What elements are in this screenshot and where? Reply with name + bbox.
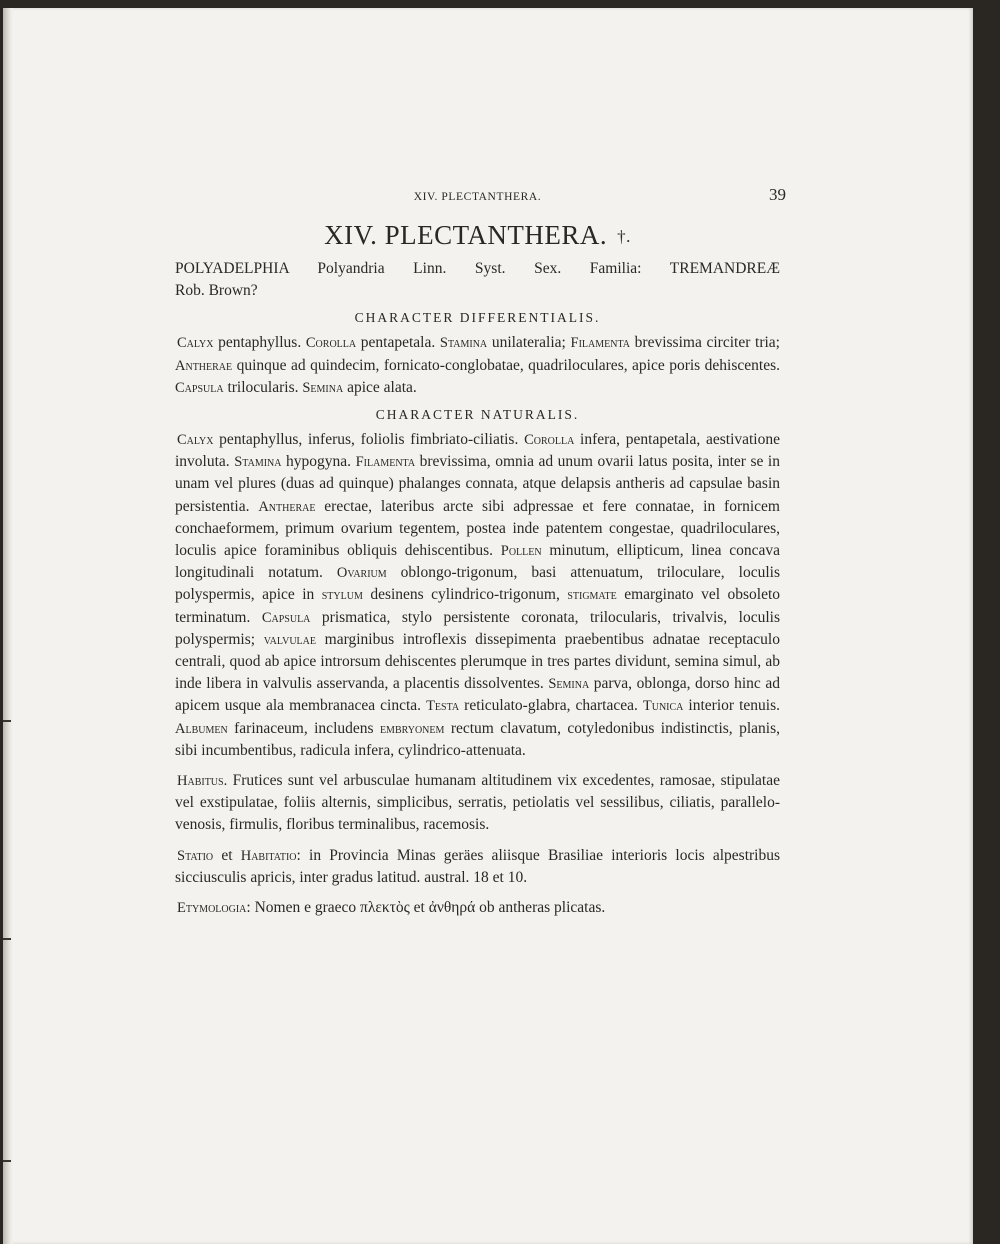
paragraph-habitus (175, 770, 780, 837)
book-page (3, 8, 973, 1244)
term-label: valvulae (263, 631, 316, 648)
paragraph-naturalis (175, 429, 780, 762)
term-label: Corolla (305, 335, 357, 352)
term-label: Calyx (177, 335, 214, 352)
term-label: Capsula (175, 379, 224, 396)
classification-line-2: Rob. Brown? (175, 282, 258, 300)
term-text: : Nomen e graeco πλεκτὸς et ἀνθηρά ob antheras plicatas. (246, 899, 606, 917)
edge-mark (3, 938, 11, 940)
edge-mark (3, 1160, 11, 1162)
term-label: Statio (177, 847, 214, 864)
term-text: minutum, ellipticum, linea concava longitudinali notatum. (175, 542, 780, 582)
running-head-title: XIV. PLECTANTHERA. (413, 191, 542, 203)
term-label: Antherae (258, 498, 316, 515)
heading-naturalis: CHARACTER NATURALIS. (375, 407, 580, 423)
term-label: Capsula (261, 609, 311, 626)
text-block (175, 185, 786, 919)
term-text: pentaphyllus. (213, 334, 306, 352)
term-label: Habitatio (240, 847, 297, 864)
term-label: embryonem (379, 720, 445, 737)
term-label: stigmate (567, 587, 617, 604)
term-label: Etymologia (177, 900, 247, 917)
paragraph-differentialis (175, 332, 780, 399)
term-text: marginibus introflexis dissepimenta praebentibus adnatae receptaculo centrali, quod ab apice introrsum dehiscentes plerumque in tres partes dividunt, semina simul, ab inde libera in valvulis asservanda, a placentis dissolventes. (175, 630, 780, 693)
term-text: brevissima, omnia ad unum ovarii latus posita, inter se in unam vel plures (duas ad quinque) phalanges connata, atque delapsis antheris ad capsulae basin persistentia. (175, 453, 780, 515)
term-text: oblongo-trigonum, basi attenuatum, triloculare, loculis polyspermis, apice in (175, 564, 780, 604)
term-text: reticulato-glabra, chartacea. (459, 697, 643, 715)
paragraph-etymologia (175, 897, 780, 919)
term-text: emarginato vel obsoleto terminatum. (175, 586, 781, 626)
term-text: pentaphyllus, inferus, foliolis fimbriato-ciliatis. (213, 431, 525, 449)
term-label: Filamenta (355, 454, 416, 471)
genus-title (175, 218, 780, 254)
genus-title-text: XIV. PLECTANTHERA. (324, 220, 608, 250)
term-label: Testa (426, 698, 460, 715)
term-text: desinens cylindrico-trigonum, (362, 586, 568, 604)
term-text: farinaceum, includens (227, 719, 380, 737)
term-label: Pollen (500, 543, 542, 560)
page-number: 39 (769, 185, 786, 204)
term-text: hypogyna. (281, 453, 356, 471)
term-text: apice alata. (343, 378, 417, 396)
paragraph-statio (175, 845, 780, 889)
term-label: Ovarium (336, 565, 387, 582)
heading-differentialis: CHARACTER DIFFERENTIALIS. (354, 310, 601, 326)
term-text: brevissima circiter tria; (630, 334, 780, 352)
term-label: Semina (302, 379, 344, 396)
term-text: pentapetala. (356, 334, 440, 352)
term-text: Frutices sunt vel arbusculae humanam altitudinem vix excedentes, ramosae, stipulatae vel exstipulatae, foliis alternis, simplicibus, serratis, petiolatis vel sessilibus, ciliatis, parallelo-venosis, firmulis, floribus terminalibus, racemosis. (175, 772, 780, 834)
term-text: : in Provincia Minas geräes aliisque Brasiliae interioris locis alpestribus sicciusculis apricis, inter gradus latitud. austral. 18 et 10. (175, 846, 781, 886)
edge-mark (3, 720, 11, 722)
term-text: rectum clavatum, cotyledonibus indistinctis, planis, sibi incumbentibus, radicula infera, cylindrico-attenuata. (175, 719, 780, 759)
classification-line-1: POLYADELPHIA Polyandria Linn. Syst. Sex. Familia: TREMANDREÆ (175, 260, 780, 277)
term-label: Albumen (175, 720, 228, 737)
term-label: Antherae (175, 357, 233, 374)
term-label: Semina (548, 676, 590, 693)
term-text: interior tenuis. (683, 697, 780, 715)
term-label: Stamina (439, 335, 488, 352)
term-text: et (213, 846, 241, 864)
term-label: Stamina (234, 454, 282, 471)
dagger-mark: †. (617, 227, 631, 246)
term-text: quinque ad quindecim, fornicato-conglobatae, quadriloculares, apice poris dehiscentes. (232, 356, 780, 374)
page-gutter (3, 8, 13, 1244)
term-text: parva, oblonga, dorso hinc ad apicem usque ala membranacea cincta. (175, 675, 780, 715)
term-label: stylum (321, 587, 363, 604)
term-label: Tunica (642, 698, 684, 715)
term-label: Corolla (524, 432, 575, 449)
running-head (175, 185, 786, 210)
term-text: unilateralia; (487, 334, 571, 352)
term-label: Habitus. (177, 773, 228, 790)
term-text: trilocularis. (223, 378, 303, 396)
term-label: Filamenta (570, 335, 630, 352)
term-text: prismatica, stylo persistente coronata, trilocularis, trivalvis, loculis polyspermis; (175, 608, 780, 648)
term-text: infera, pentapetala, aestivatione involuta. (175, 431, 780, 471)
term-text: erectae, lateribus arcte sibi adpressae et fere connatae, in fornicem conchaeformem, primum ovarium tegentem, postea inde patentem congestae, quadriloculares, loculis apice foraminibus obliquis dehiscentibus. (175, 497, 780, 560)
term-label: Calyx (177, 432, 214, 449)
